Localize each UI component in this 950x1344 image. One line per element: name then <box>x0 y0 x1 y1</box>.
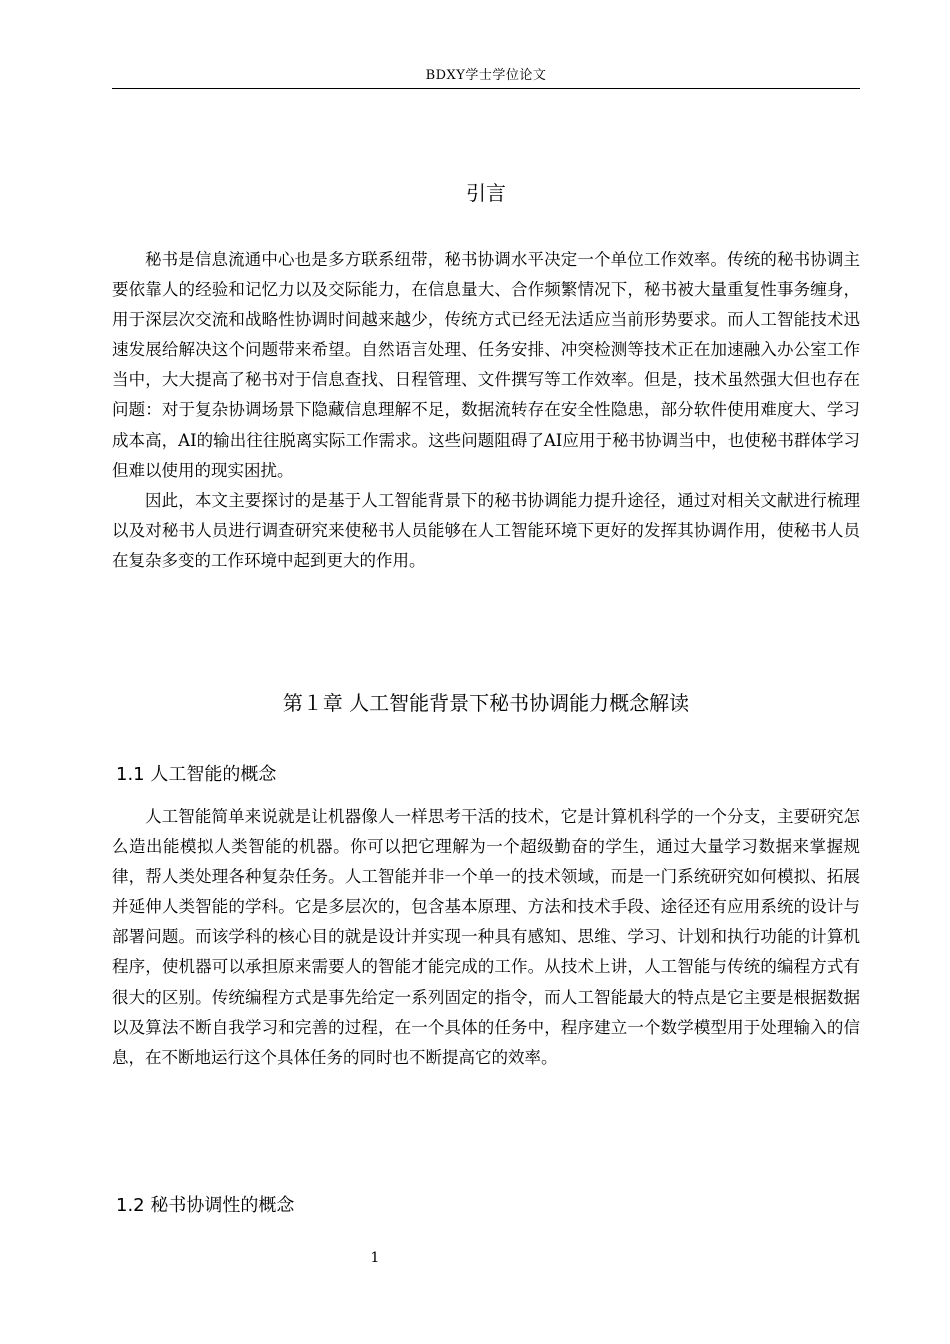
section-1-1-paragraph: 人工智能简单来说就是让机器像人一样思考干活的技术，它是计算机科学的一个分支，主要研究怎么造出能模拟人类智能的机器。你可以把它理解为一个超级勤奋的学生，通过大量学习数据来掌握规律，帮人类处理各种复杂任务。人工智能并非一个单一的技术领域，而是一门系统研究如何模拟、拓展并延伸人类智能的学科。它是多层次的，包含基本原理、方法和技术手段、途径还有应用系统的设计与部署问题。而该学科的核心目的就是设计并实现一种具有感知、思维、学习、计划和执行功能的计算机程序，使机器可以承担原来需要人的智能才能完成的工作。从技术上讲，人工智能与传统的编程方式有很大的区别。传统编程方式是事先给定一系列固定的指令，而人工智能最大的特点是它主要是根据数据以及算法不断自我学习和完善的过程，在一个具体的任务中，程序建立一个数学模型用于处理输入的信息，在不断地运行这个具体任务的同时也不断提高它的效率。 <box>112 807 860 1067</box>
page-number: 1 <box>370 1250 380 1266</box>
intro-body <box>112 245 860 576</box>
chapter-1-title: 第１章 人工智能背景下秘书协调能力概念解读 <box>282 691 690 715</box>
section-1-1-title: 1.1 人工智能的概念 <box>116 764 277 785</box>
section-1-2-title: 1.2 秘书协调性的概念 <box>116 1195 295 1216</box>
intro-paragraph-1: 秘书是信息流通中心也是多方联系纽带，秘书协调水平决定一个单位工作效率。传统的秘书协调主要依靠人的经验和记忆力以及交际能力，在信息量大、合作频繁情况下，秘书被大量重复性事务缠身，用于深层次交流和战略性协调时间越来越少，传统方式已经无法适应当前形势要求。而人工智能技术迅速发展给解决这个问题带来希望。自然语言处理、任务安排、冲突检测等技术正在加速融入办公室工作当中，大大提高了秘书对于信息查找、日程管理、文件撰写等工作效率。但是，技术虽然强大但也存在问题：对于复杂协调场景下隐藏信息理解不足，数据流转存在安全性隐患，部分软件使用难度大、学习成本高，AI的输出往往脱离实际工作需求。这些问题阻碍了AI应用于秘书协调当中，也使秘书群体学习但难以使用的现实困扰。 <box>112 250 860 480</box>
header-rule <box>112 88 860 89</box>
intro-title: 引言 <box>466 181 506 205</box>
intro-paragraph-2: 因此，本文主要探讨的是基于人工智能背景下的秘书协调能力提升途径，通过对相关文献进行梳理以及对秘书人员进行调查研究来使秘书人员能够在人工智能环境下更好的发挥其协调作用，使秘书人员在复杂多变的工作环境中起到更大的作用。 <box>112 490 860 570</box>
section-1-1-body <box>112 802 860 1073</box>
running-header: BDXY学士学位论文 <box>425 68 547 83</box>
